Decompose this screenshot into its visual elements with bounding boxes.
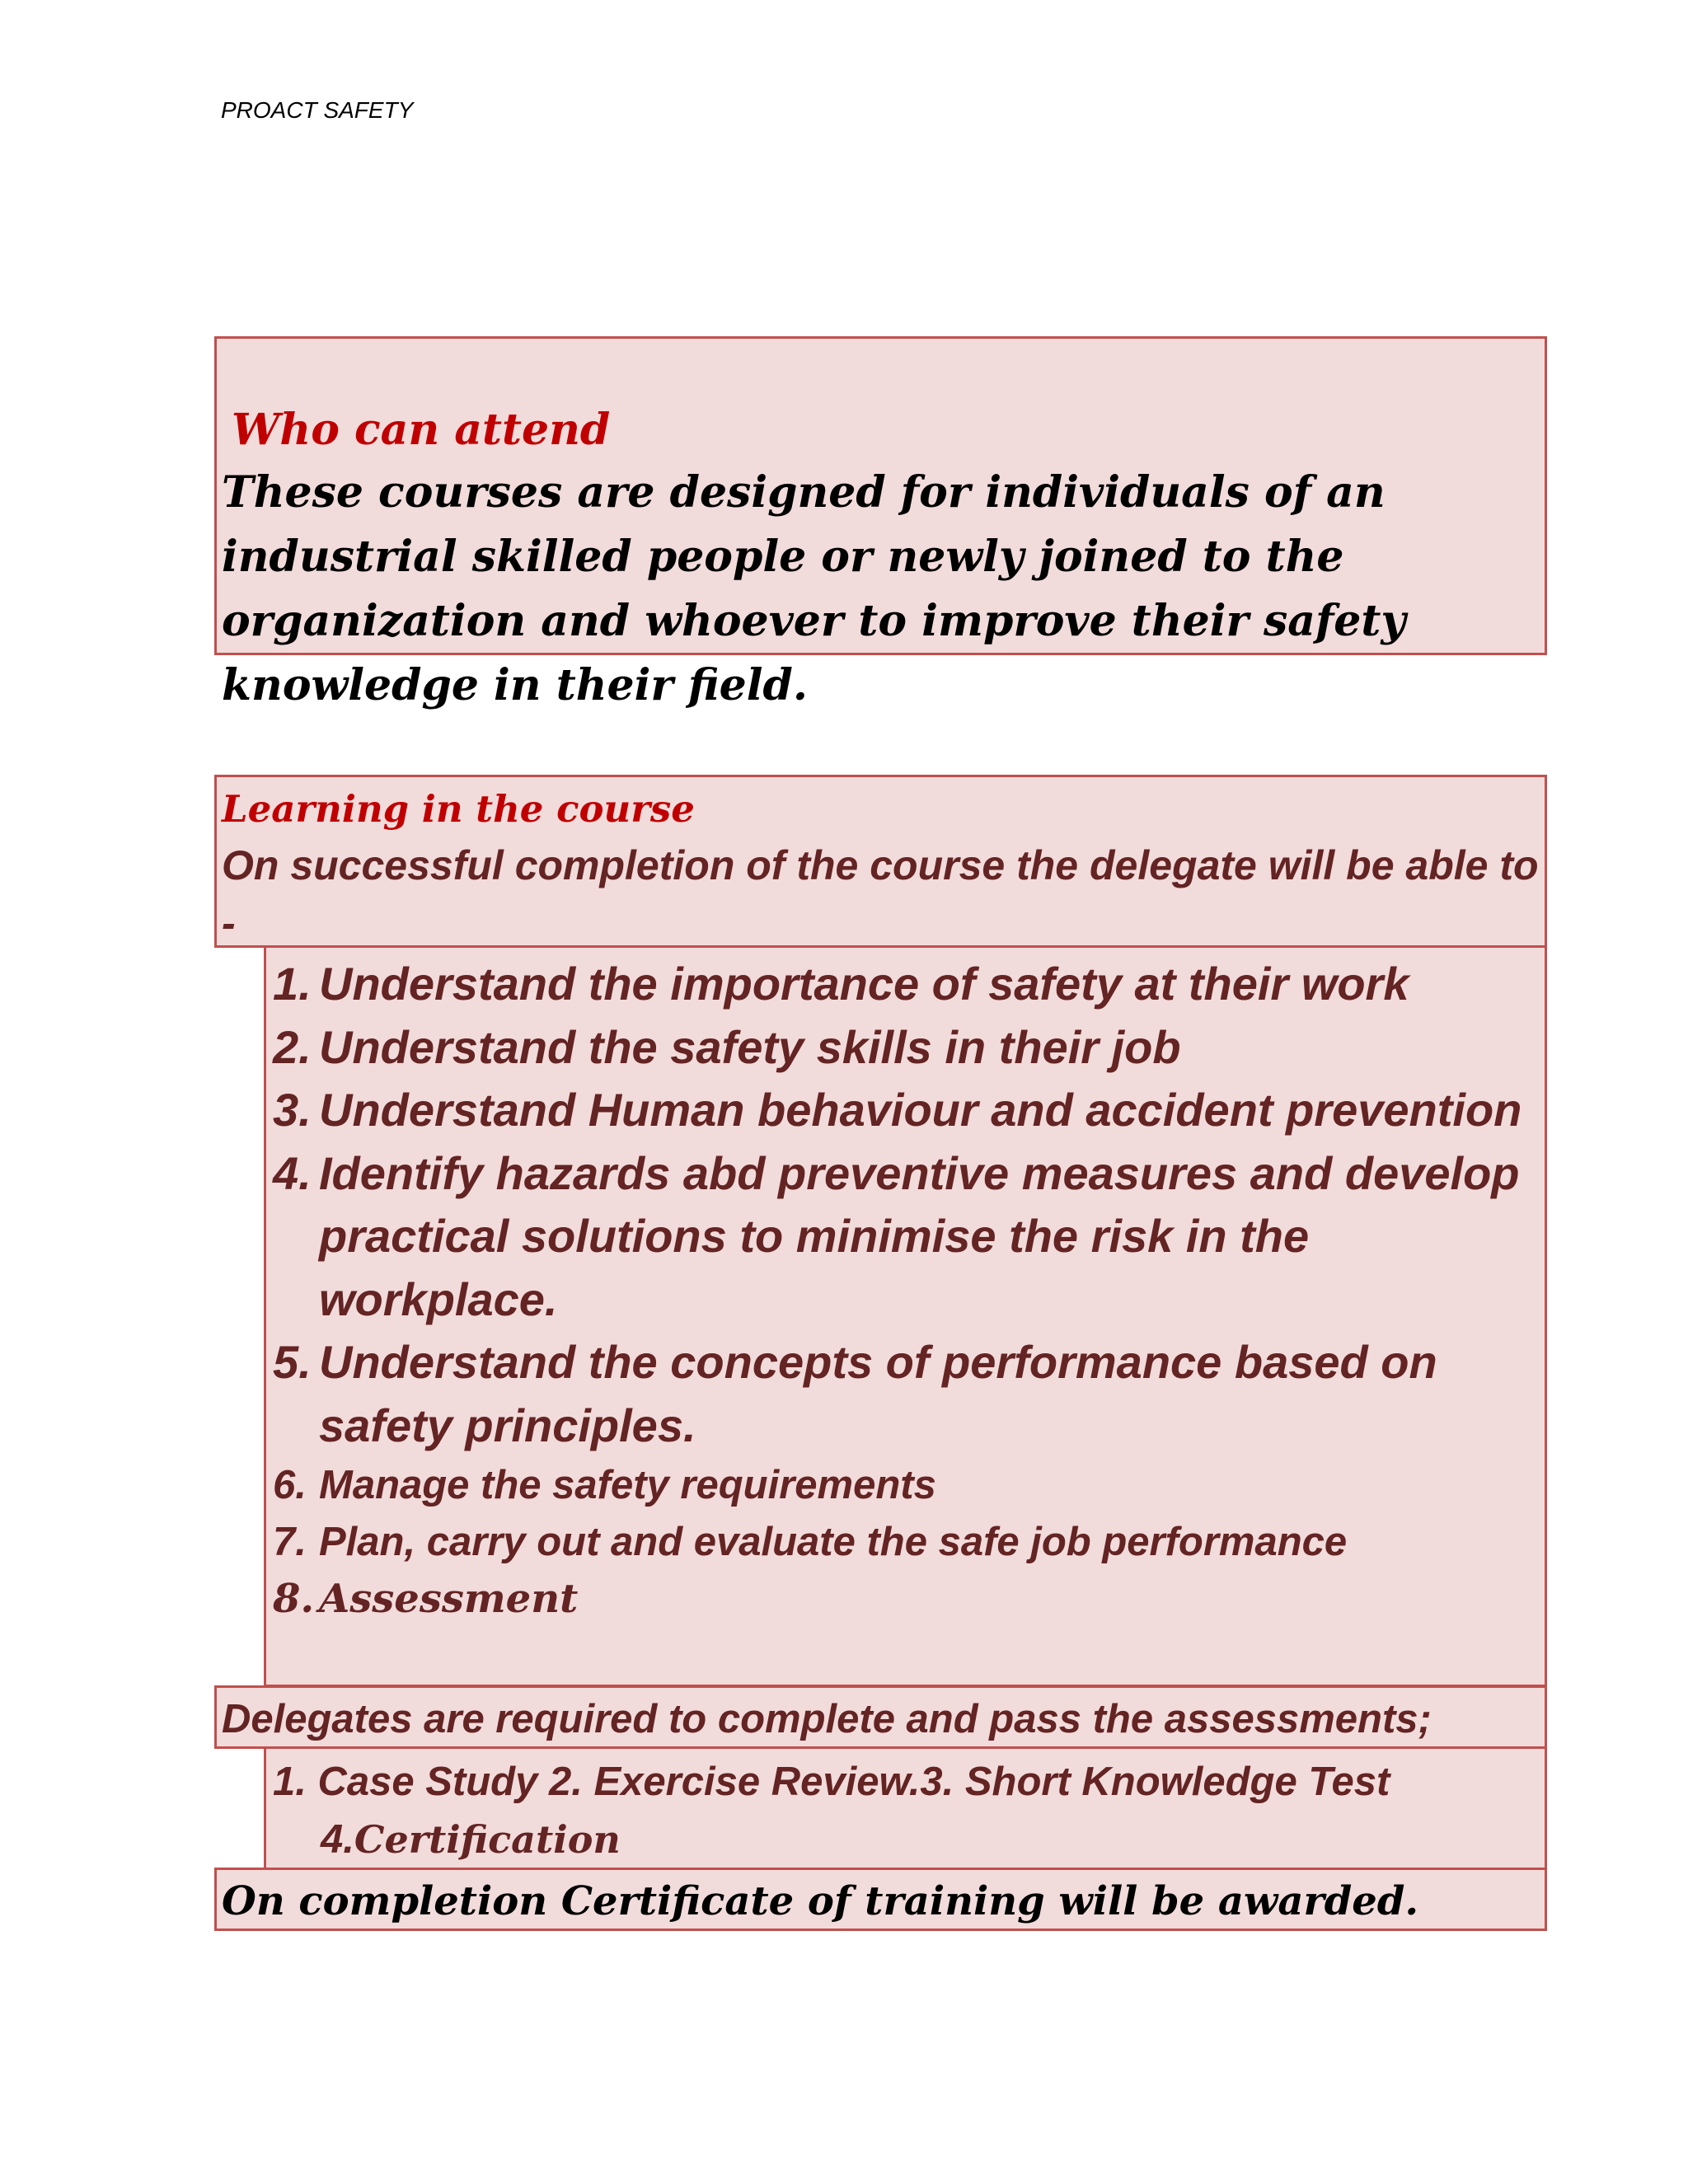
outcome-item xyxy=(273,1571,1542,1628)
learning-intro: On successful completion of the course the delegate will be able to - xyxy=(222,842,1539,946)
outcome-number: 6. xyxy=(273,1463,307,1507)
outcome-text: Understand the safety skills in their job xyxy=(319,1020,1181,1073)
outcome-number: 5. xyxy=(273,1336,312,1388)
outcome-text: Manage the safety requirements xyxy=(319,1463,936,1507)
who-can-attend-body: These courses are designed for individuals of an industrial skilled people or newly joined to the organization and whoever to improve their safety knowledge in their field. xyxy=(222,467,1406,710)
outcome-text: Understand the importance of safety at their work xyxy=(319,958,1409,1010)
outcome-text: Plan, carry out and evaluate the safe job performance xyxy=(319,1520,1348,1564)
assessments-line-2 xyxy=(321,1816,621,1863)
outcome-number: 2. xyxy=(273,1020,312,1073)
outcome-text: Assessment xyxy=(319,1576,579,1622)
completion-text: On completion Certificate of training will be awarded. xyxy=(222,1878,1419,1924)
outcomes-list xyxy=(273,953,1542,1628)
outcome-number: 8. xyxy=(273,1576,315,1622)
completion-box xyxy=(214,1868,1547,1931)
assessments-number: 1. xyxy=(273,1760,307,1804)
outcome-item xyxy=(273,1514,1542,1571)
outcome-item xyxy=(273,1142,1542,1332)
learning-box xyxy=(214,775,1547,948)
outcome-text: Identify hazards abd preventive measures and develop practical solutions to minimise the risk in the workplace. xyxy=(319,1146,1520,1325)
who-can-attend-box xyxy=(214,336,1547,710)
assessments-box xyxy=(264,1746,1547,1870)
outcome-number: 3. xyxy=(273,1084,312,1136)
assessments-certification: Certification xyxy=(354,1817,621,1862)
assessments-text: Case Study 2. Exercise Review.3. Short Knowledge Test xyxy=(317,1760,1390,1804)
delegates-box xyxy=(214,1685,1547,1749)
outcome-number: 1. xyxy=(273,958,312,1010)
outcome-item xyxy=(273,1079,1542,1142)
assessments-line2-prefix: 4. xyxy=(321,1817,354,1862)
outcomes-box xyxy=(264,945,1547,1687)
outcome-item xyxy=(273,1016,1542,1080)
outcome-item xyxy=(273,1331,1542,1457)
assessments-line-1 xyxy=(273,1759,1390,1805)
outcome-text: Understand the concepts of performance based on safety principles. xyxy=(319,1336,1437,1451)
delegates-text: Delegates are required to complete and pass the assessments; xyxy=(222,1697,1432,1741)
outcome-item xyxy=(273,1457,1542,1514)
outcome-number: 7. xyxy=(273,1520,307,1564)
who-can-attend-title: Who can attend xyxy=(232,405,611,455)
learning-title: Learning in the course xyxy=(222,787,695,831)
outcome-text: Understand Human behaviour and accident prevention xyxy=(319,1084,1522,1136)
outcome-number: 4. xyxy=(273,1146,312,1199)
document-header: PROACT SAFETY xyxy=(221,97,414,123)
outcome-item xyxy=(273,953,1542,1016)
